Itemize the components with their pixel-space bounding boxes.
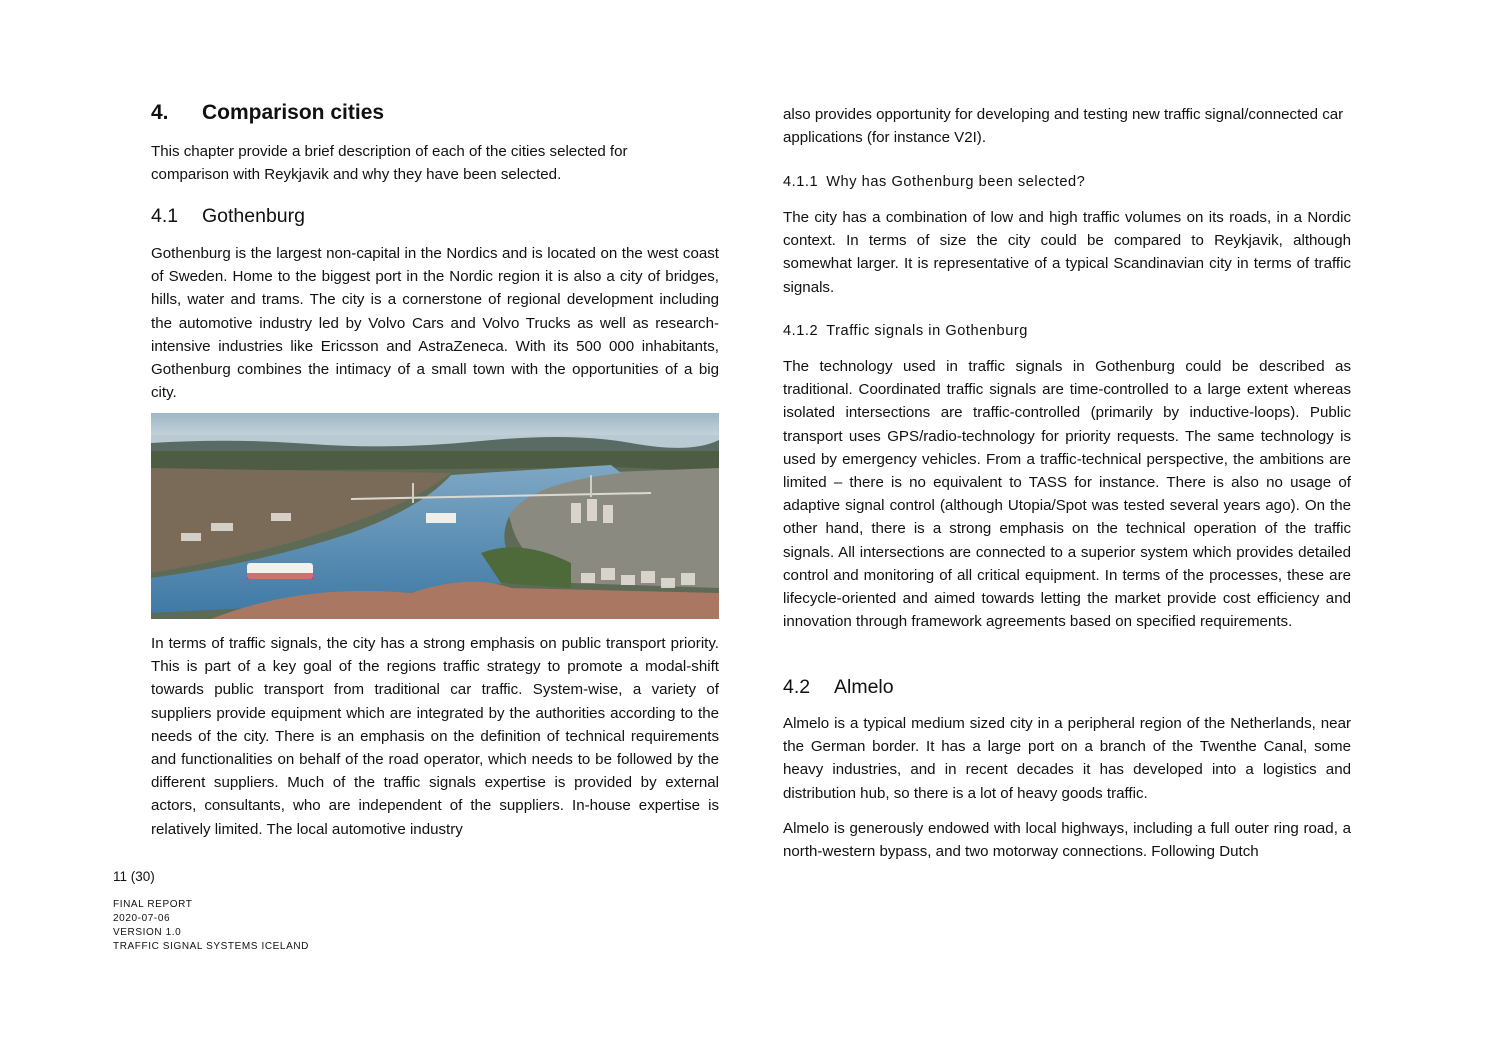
subsection-number: 4.1.1 [783,174,819,190]
subsection-heading-traffic-signals [783,323,1351,339]
why-selected-paragraph: The city has a combination of low and high traffic volumes on its roads, in a Nordic context. In terms of size the city could be compared to Reykjavik, although somewhat larger. It is representative of a typical Scandinavian city in terms of traffic signals. [783,209,1351,296]
footer-doc-type: FINAL REPORT [113,899,193,910]
section-title: Almelo [834,676,894,698]
chapter-intro: This chapter provide a brief description of each of the cities selected for comparison with Reykjavik and why they have been selected. [151,143,628,184]
document-footer [113,898,309,954]
almelo-highways-paragraph: Almelo is generously endowed with local highways, including a full outer ring road, a north-western bypass, and two motorway connections. Following Dutch [783,820,1351,861]
page-number: 11 (30) [113,869,155,884]
section-heading-gothenburg [151,205,719,228]
chapter-title: Comparison cities [202,101,385,124]
gothenburg-intro-paragraph: Gothenburg is the largest non-capital in the Nordics and is located on the west coast of Sweden. Home to the biggest port in the Nordic region it is also a city of bridges, hills, water and trams. The city is a cornerstone of regional development including the automotive industry led by Volvo Cars and Volvo Trucks as well as research-intensive industries like Ericsson and AstraZeneca. With its 500 000 inhabitants, Gothenburg combines the intimacy of a small town with the opportunities of a big city. [151,245,719,402]
subsection-title: Why has Gothenburg been selected? [826,174,1086,190]
footer-project: TRAFFIC SIGNAL SYSTEMS ICELAND [113,941,309,952]
chapter-heading [151,101,719,125]
chapter-number: 4. [151,101,169,124]
traffic-signals-paragraph: The technology used in traffic signals in Gothenburg could be described as traditional. Coordinated traffic signals are time-controlled to a large extent whereas isolated intersections are traffic-controlled (primarily by inductive-loops). Public transport uses GPS/radio-technology for priority requests. The same technology is used by emergency vehicles. From a traffic-technical perspective, the ambitions are limited – there is no equivalent to TASS for instance. There is also no usage of adaptive signal control (although Utopia/Spot was tested several years ago). On the other hand, there is a strong emphasis on the technical operation of the traffic signals. All intersections are connected to a superior system which provides detailed control and monitoring of all critical equipment. In terms of the processes, these are lifecycle-oriented and aimed towards letting the market provide cost efficiency and innovation through framework agreements based on specified requirements. [783,358,1351,631]
gothenburg-aerial-photo [151,413,719,619]
footer-version: VERSION 1.0 [113,927,182,938]
section-number: 4.1 [151,205,179,227]
section-title: Gothenburg [202,205,305,227]
footer-date: 2020-07-06 [113,913,171,924]
subsection-heading-why-selected [783,174,1351,190]
gothenburg-traffic-paragraph-continued: also provides opportunity for developing and testing new traffic signal/connected car applications (for instance V2I). [783,106,1344,147]
gothenburg-traffic-paragraph: In terms of traffic signals, the city has a strong emphasis on public transport priority. This is part of a key goal of the regions traffic strategy to promote a modal-shift towards public transport from traditional car traffic. System-wise, a variety of suppliers provide equipment which are integrated by the authorities according to the needs of the city. There is an emphasis on the definition of technical requirements and functionalities on behalf of the road operator, which needs to be followed by the different suppliers. Much of the traffic signals expertise is provided by external actors, consultants, who are independent of the suppliers. In-house expertise is relatively limited. The local automotive industry [151,635,719,838]
photo-illustration [151,413,719,619]
subsection-title: Traffic signals in Gothenburg [826,323,1028,339]
section-heading-almelo [783,676,1351,699]
section-number: 4.2 [783,676,811,698]
subsection-number: 4.1.2 [783,323,819,339]
almelo-intro-paragraph: Almelo is a typical medium sized city in a peripheral region of the Netherlands, near the German border. It has a large port on a branch of the Twenthe Canal, some heavy industries, and in recent decades it has developed into a logistics and distribution hub, so there is a lot of heavy goods traffic. [783,715,1351,802]
